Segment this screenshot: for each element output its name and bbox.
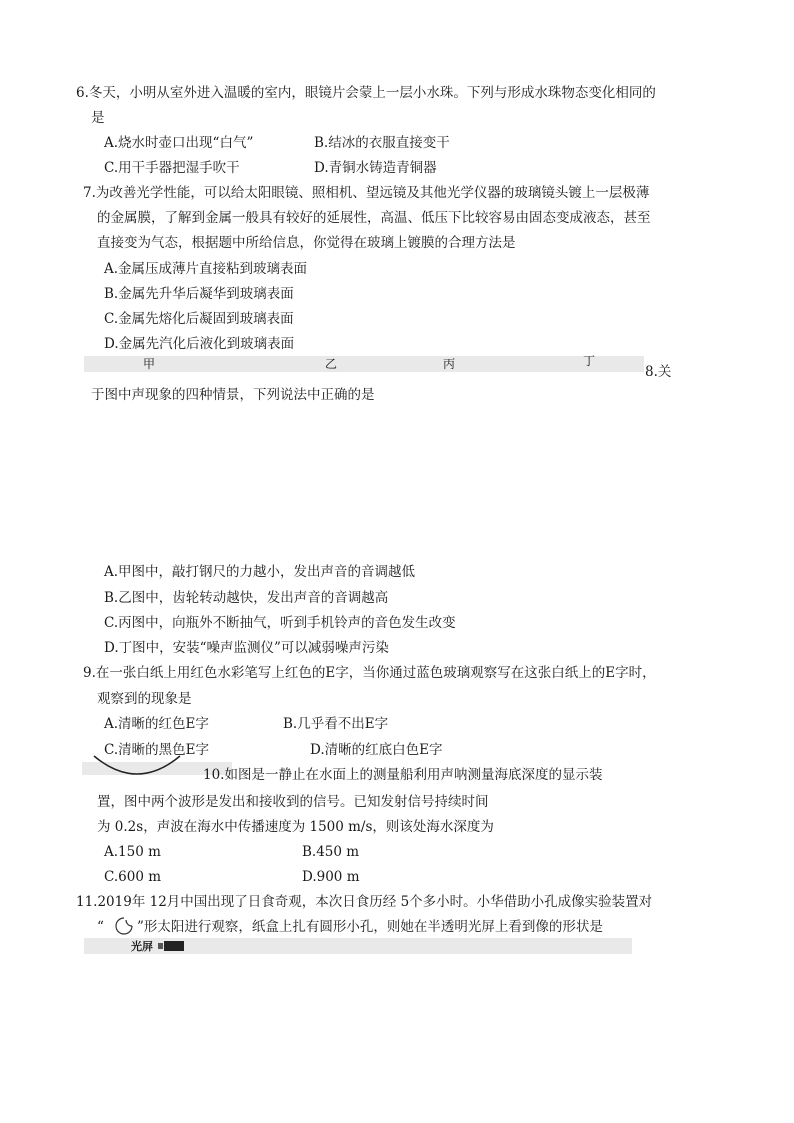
q9-stem-line2: 观察到的现象是 — [97, 691, 192, 707]
q9-option-b: B.几乎看不出E字 — [283, 716, 389, 732]
q8-figure-strip — [84, 356, 644, 372]
q8-stem-start: 8.关 — [645, 364, 672, 380]
q7-stem-line1: 7.为改善光学性能，可以给太阳眼镜、照相机、望远镜及其他光学仪器的玻璃镜头镀上一层极薄 — [83, 185, 650, 201]
q10-option-d: D.900 m — [302, 869, 360, 885]
q11-screen-label: 光屏 — [131, 940, 153, 953]
sonar-wave-icon — [82, 752, 222, 788]
q8-figure-label-bing: 丙 — [443, 357, 456, 371]
q11-stem-line1: 11.2019年 12月中国出现了日食奇观，本次日食历经 5个多小时。小华借助小孔成像实验装置对 — [76, 894, 653, 910]
q8-figure-label-jia: 甲 — [143, 357, 156, 371]
q6-option-d: D.青铜水铸造青铜器 — [314, 160, 437, 176]
q11-quote-open: “ — [97, 919, 104, 935]
q6-stem-line2: 是 — [91, 110, 105, 126]
q7-option-c: C.金属先熔化后凝固到玻璃表面 — [104, 311, 294, 327]
q8-option-a: A.甲图中，敲打钢尺的力越小，发出声音的音调越低 — [104, 564, 416, 580]
partial-eclipse-sun-icon — [109, 915, 139, 937]
q9-stem-line1: 9.在一张白纸上用红色水彩笔写上红色的E字，当你通过蓝色玻璃观察写在这张白纸上的E字时， — [83, 665, 656, 681]
q9-option-d: D.清晰的红底白色E字 — [310, 742, 443, 758]
q9-option-c: C.清晰的黑色E字 — [104, 742, 209, 758]
q10-stem-line1: 10.如图是一静止在水面上的测量船利用声呐测量海底深度的显示装 — [203, 767, 603, 783]
q7-option-a: A.金属压成薄片直接粘到玻璃表面 — [104, 261, 308, 277]
q11-stem-line2: ”形太阳进行观察，纸盒上扎有圆形小孔，则她在半透明光屏上看到像的形状是 — [137, 919, 603, 935]
q6-option-b: B.结冰的衣服直接变干 — [314, 135, 450, 151]
q7-stem-line3: 直接变为气态，根据题中所给信息，你觉得在玻璃上镀膜的合理方法是 — [97, 235, 516, 251]
q8-option-c: C.丙图中，向瓶外不断抽气，听到手机铃声的音色发生改变 — [104, 615, 456, 631]
q10-stem-line3: 为 0.2s，声波在海水中传播速度为 1500 m/s，则该处海水深度为 — [97, 819, 494, 835]
q10-option-c: C.600 m — [104, 869, 161, 885]
q8-stem-line2: 于图中声现象的四种情景，下列说法中正确的是 — [91, 387, 375, 403]
q8-figure-label-yi: 乙 — [325, 357, 338, 371]
q8-option-b: B.乙图中，齿轮转动越快，发出声音的音调越高 — [104, 590, 389, 606]
q7-option-b: B.金属先升华后凝华到玻璃表面 — [104, 286, 294, 302]
q9-option-a: A.清晰的红色E字 — [104, 716, 209, 732]
camera-box-icon — [156, 938, 190, 954]
q10-option-a: A.150 m — [104, 844, 161, 860]
q7-stem-line2: 的金属膜，了解到金属一般具有较好的延展性，高温、低压下比较容易由固态变成液态，甚至 — [97, 210, 651, 226]
q10-option-b: B.450 m — [302, 844, 360, 860]
q8-figure-label-ding: 丁 — [583, 354, 596, 368]
q7-option-d: D.金属先汽化后液化到玻璃表面 — [104, 336, 295, 352]
q8-option-d: D.丁图中，安装“噪声监测仪”可以减弱噪声污染 — [104, 640, 389, 656]
q10-stem-line2: 置，图中两个波形是发出和接收到的信号。已知发射信号持续时间 — [97, 794, 489, 810]
q6-option-a: A.烧水时壶口出现“白气” — [104, 135, 254, 151]
q6-option-c: C.用干手器把湿手吹干 — [104, 160, 240, 176]
q6-stem-line1: 6.冬天，小明从室外进入温暖的室内，眼镜片会蒙上一层小水珠。下列与形成水珠物态变化相同的 — [76, 85, 656, 101]
